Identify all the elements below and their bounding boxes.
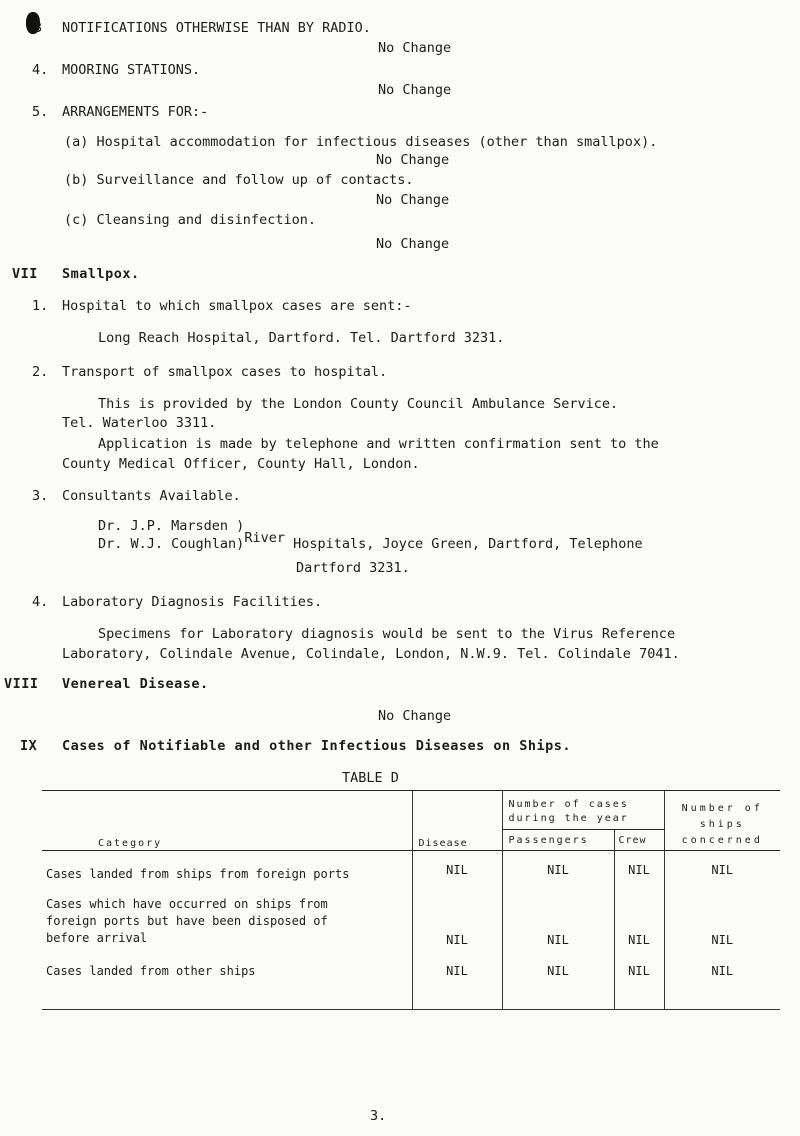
section-9-number: IX bbox=[20, 738, 38, 754]
para-3-line-3: Dartford 3231. bbox=[296, 560, 410, 576]
item-5a-status: No Change bbox=[376, 152, 450, 168]
section-7-number: VII bbox=[12, 266, 38, 282]
item-3-number: 3 bbox=[34, 20, 43, 36]
row-2-category: Cases which have occurred on ships from foreign ports but have been disposed of before arrival bbox=[46, 897, 328, 945]
para-3-number: 3. bbox=[32, 488, 49, 504]
header-passengers: Passengers bbox=[502, 830, 614, 851]
row-2-crew: NIL bbox=[614, 882, 664, 948]
item-5a-text: (a) Hospital accommodation for infectious diseases (other than smallpox). bbox=[64, 134, 658, 150]
consultant-2: Dr. W.J. Coughlan)River Hospitals, Joyce Green, Dartford, Telephone bbox=[98, 530, 643, 552]
para-2-line-2: Tel. Waterloo 3311. bbox=[62, 415, 217, 431]
item-5c-status: No Change bbox=[376, 236, 450, 252]
row-1-crew: NIL bbox=[614, 851, 664, 883]
page-number: 3. bbox=[370, 1108, 387, 1124]
row-2-passengers: NIL bbox=[502, 882, 614, 948]
header-crew: Crew bbox=[614, 830, 664, 851]
section-9-title: Cases of Notifiable and other Infectious Diseases on Ships. bbox=[62, 738, 572, 754]
river-superscript: River bbox=[244, 530, 285, 546]
consultant-1: Dr. J.P. Marsden ) bbox=[98, 518, 245, 534]
para-2-line-1: This is provided by the London County Council Ambulance Service. bbox=[98, 396, 619, 412]
row-2-ships: NIL bbox=[664, 882, 780, 948]
item-5-title: ARRANGEMENTS FOR:- bbox=[62, 104, 209, 120]
row-3-ships: NIL bbox=[664, 948, 780, 1010]
header-cases: Number of cases during the year bbox=[502, 791, 664, 830]
item-5b-text: (b) Surveillance and follow up of contacts. bbox=[64, 172, 414, 188]
para-2-line-3: Application is made by telephone and written confirmation sent to the bbox=[98, 436, 659, 452]
row-3-passengers: NIL bbox=[502, 948, 614, 1010]
row-1-disease: NIL bbox=[412, 851, 502, 883]
para-3-text: Consultants Available. bbox=[62, 488, 241, 504]
item-4-title: MOORING STATIONS. bbox=[62, 62, 201, 78]
row-1-passengers: NIL bbox=[502, 851, 614, 883]
item-4-status: No Change bbox=[378, 82, 452, 98]
header-category: Category bbox=[42, 791, 412, 851]
item-5-number: 5. bbox=[32, 104, 49, 120]
header-disease: Disease bbox=[412, 791, 502, 851]
section-8-status: No Change bbox=[378, 708, 452, 724]
table-d bbox=[42, 790, 780, 1010]
table-title: TABLE D bbox=[342, 770, 399, 786]
para-4-line-1: Specimens for Laboratory diagnosis would be sent to the Virus Reference bbox=[98, 626, 676, 642]
row-3-category: Cases landed from other ships bbox=[42, 948, 412, 1010]
para-2-number: 2. bbox=[32, 364, 49, 380]
para-2-text: Transport of smallpox cases to hospital. bbox=[62, 364, 388, 380]
item-3-status: No Change bbox=[378, 40, 452, 56]
row-1-category: Cases landed from ships from foreign ports bbox=[46, 867, 350, 881]
para-4-number: 4. bbox=[32, 594, 49, 610]
para-4-text: Laboratory Diagnosis Facilities. bbox=[62, 594, 323, 610]
para-1-number: 1. bbox=[32, 298, 49, 314]
item-5c-text: (c) Cleansing and disinfection. bbox=[64, 212, 316, 228]
row-1-ships: NIL bbox=[664, 851, 780, 883]
para-4-line-2: Laboratory, Colindale Avenue, Colindale, London, N.W.9. Tel. Colindale 7041. bbox=[62, 646, 680, 662]
item-5b-status: No Change bbox=[376, 192, 450, 208]
section-8-number: VIII bbox=[4, 676, 39, 692]
para-2-line-4: County Medical Officer, County Hall, London. bbox=[62, 456, 420, 472]
section-7-title: Smallpox. bbox=[62, 266, 140, 282]
section-8-title: Venereal Disease. bbox=[62, 676, 209, 692]
row-3-crew: NIL bbox=[614, 948, 664, 1010]
para-1-detail: Long Reach Hospital, Dartford. Tel. Dartford 3231. bbox=[98, 330, 505, 346]
row-3-disease: NIL bbox=[412, 948, 502, 1010]
para-1-text: Hospital to which smallpox cases are sent:- bbox=[62, 298, 412, 314]
header-ships: Number of ships concerned bbox=[664, 791, 780, 851]
item-4-number: 4. bbox=[32, 62, 49, 78]
item-3-title: NOTIFICATIONS OTHERWISE THAN BY RADIO. bbox=[62, 20, 371, 36]
row-2-disease: NIL bbox=[412, 882, 502, 948]
